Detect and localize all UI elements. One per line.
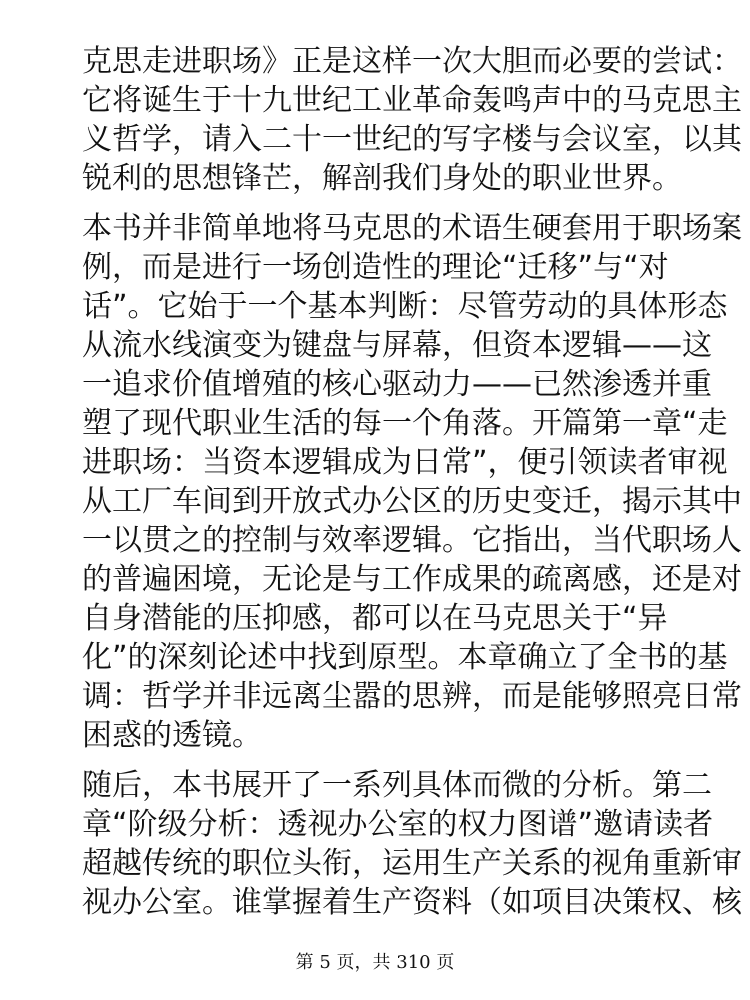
body-text	[82, 42, 742, 922]
text-line: 义哲学，请入二十一世纪的写字楼与会议室，以其	[82, 122, 742, 157]
text-line: 例，而是进行一场创造性的理论“迁移”与“对	[82, 250, 669, 285]
paragraph-3	[82, 766, 742, 922]
text-line: 从流水线演变为键盘与屏幕，但资本逻辑——这	[82, 328, 712, 363]
text-line: 话”。它始于一个基本判断：尽管劳动的具体形态	[82, 289, 728, 324]
text-line: 章“阶级分析：透视办公室的权力图谱”邀请读者	[82, 807, 714, 842]
text-line: 视办公室。谁掌握着生产资料（如项目决策权、核	[82, 885, 742, 920]
text-line: 的普遍困境，无论是与工作成果的疏离感，还是对	[82, 562, 742, 597]
text-line: 困惑的透镜。	[82, 718, 262, 753]
text-line: 锐利的思想锋芒，解剖我们身处的职业世界。	[82, 161, 682, 196]
text-line: 塑了现代职业生活的每一个角落。开篇第一章“走	[82, 406, 728, 441]
text-line: 本书并非简单地将马克思的术语生硬套用于职场案	[82, 211, 742, 246]
text-line: 自身潜能的压抑感，都可以在马克思关于“异	[82, 601, 668, 636]
text-line: 它将诞生于十九世纪工业革命轰鸣声中的马克思主	[82, 83, 742, 118]
text-line: 从工厂车间到开放式办公区的历史变迁，揭示其中	[82, 484, 742, 519]
text-line: 随后，本书展开了一系列具体而微的分析。第二	[82, 768, 712, 803]
paragraph-1	[82, 42, 742, 198]
text-line: 化”的深刻论述中找到原型。本章确立了全书的基	[82, 640, 728, 675]
text-line: 进职场：当资本逻辑成为日常”，便引领读者审视	[82, 445, 728, 480]
text-line: 克思走进职场》正是这样一次大胆而必要的尝试：	[82, 44, 742, 79]
text-line: 调：哲学并非远离尘嚣的思辨，而是能够照亮日常	[82, 679, 742, 714]
text-line: 超越传统的职位头衔，运用生产关系的视角重新审	[82, 846, 742, 881]
page-number-footer: 第 5 页，共 310 页	[295, 952, 455, 973]
text-line: 一以贯之的控制与效率逻辑。它指出，当代职场人	[82, 523, 742, 558]
text-line: 一追求价值增殖的核心驱动力——已然渗透并重	[82, 367, 712, 402]
paragraph-2	[82, 209, 742, 755]
